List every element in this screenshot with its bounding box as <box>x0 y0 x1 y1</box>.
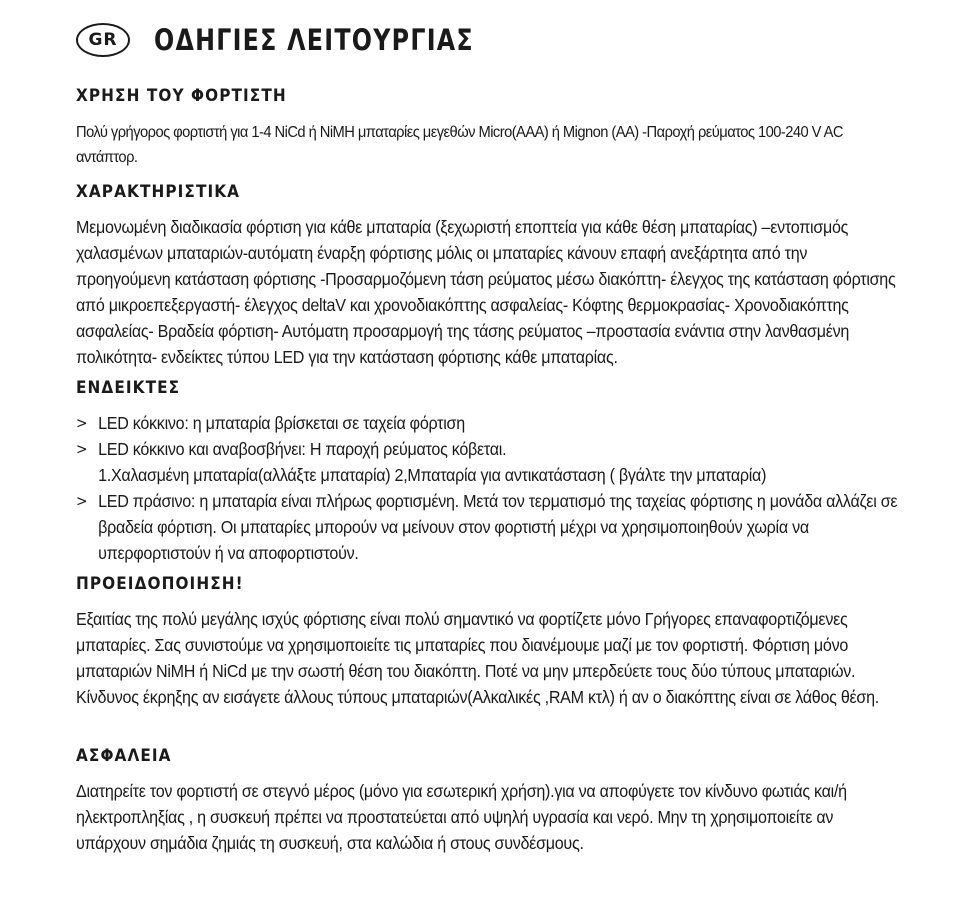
list-item <box>76 436 904 462</box>
section-usage <box>76 86 844 166</box>
section-features <box>76 182 896 367</box>
bullet-marker: > <box>76 414 88 432</box>
section-heading: ΠΡΟΕΙΔΟΠΟΙΗΣΗ! <box>76 574 244 594</box>
list-sub-item: 1.Χαλασμένη μπαταρία(αλλάξτε μπαταρία) 2,Μπαταρία για αντικατάσταση ( βγάλτε την μπαταρία) <box>98 465 767 485</box>
list-item <box>76 410 904 436</box>
section-text: Διατηρείτε τον φορτιστή σε στεγνό μέρος (μόνο για εσωτερική χρήση).για να αποφύγετε τον κίνδυνο φωτιάς και/ή ηλεκτροπληξίας , η συσκευή πρέπει να προστατεύεται από υψηλή υγρασία και νερό. Μην τη χρησιμοποιείτε αν υπάρχουν σημάδια ζημιάς τη συσκευή, στα καλώδια ή στους συνδέσμους. <box>76 781 847 853</box>
language-badge: GR <box>76 23 130 57</box>
section-heading: ΑΣΦΑΛΕΙΑ <box>76 746 172 766</box>
section-text: Μεμονωμένη διαδικασία φόρτιση για κάθε μπαταρία (ξεχωριστή εποπτεία για κάθε θέση μπαταρίας) –εντοπισμός χαλασμένων μπαταριών-αυτόματη έναρξη φόρτισης μόλις οι μπαταρίες κάνουν επαφή ανεξάρτητα από την προηγούμενη κατάσταση φόρτισης -Προσαρμοζόμενη τάση ρεύματος μέσω διακόπτη- έλεγχος της κατάσταση φόρτισης από μικροεπεξεργαστή- έλεγχος deltaV και χρονοδιακόπτης ασφαλείας- Κόφτης θερμοκρασίας- Χρονοδιακόπτης ασφαλείας- Βραδεία φόρτιση- Αυτόματη προσαρμογή της τάσης ρεύματος –προστασία ενάντια στην λανθασμένη πολικότητα- ενδείκτες τύπου LED για την κατάσταση φόρτισης κάθε μπαταρίας. <box>76 217 896 367</box>
list-item-text: LED κόκκινο: η μπαταρία βρίσκεται σε ταχεία φόρτιση <box>98 413 465 433</box>
section-text: Πολύ γρήγορος φορτιστή για 1-4 NiCd ή NiMH μπαταρίες μεγεθών Micro(AAA) ή Mignon (AA) -Παροχή ρεύματος 100-240 V AC αντάπτορ. <box>76 124 844 166</box>
bullet-marker: > <box>76 440 88 458</box>
section-warning <box>76 574 879 707</box>
document-page <box>76 18 898 853</box>
section-heading: ΧΡΗΣΗ ΤΟΥ ΦΟΡΤΙΣΤΗ <box>76 86 287 106</box>
list-item <box>76 488 904 566</box>
list-item-text: LED πράσινο: η μπαταρία είναι πλήρως φορτισμένη. Μετά τον τερματισμό της ταχείας φόρτισης η μονάδα αλλάζει σε βραδεία φόρτιση. Οι μπαταρίες μπορούν να μείνουν στον φορτιστή μέχρι να χρησιμοποιηθούν χωρία να υπερφορτιστούν ή να αποφορτιστούν. <box>98 491 898 563</box>
bullet-marker: > <box>76 492 88 510</box>
list-item-text: LED κόκκινο και αναβοσβήνει: Η παροχή ρεύματος κόβεται. <box>98 439 507 459</box>
indicator-list <box>76 410 904 566</box>
section-safety <box>76 746 847 853</box>
section-indicators <box>76 378 898 563</box>
section-heading: ΕΝΔΕΙΚΤΕΣ <box>76 378 181 398</box>
section-text: Εξαιτίας της πολύ μεγάλης ισχύς φόρτισης είναι πολύ σημαντικό να φορτίζετε μόνο Γρήγορες επαναφορτιζόμενες μπαταρίες. Σας συνιστούμε να χρησιμοποιείτε τις μπαταρίες που διανέμουμε μαζί με τον φορτιστή. Φόρτιση μόνο μπαταριών NiMH ή NiCd με την σωστή θέση του διακόπτη. Ποτέ να μην μπερδεύετε τους δύο τύπους μπαταριών. Κίνδυνος έκρηξης αν εισάγετε άλλους τύπους μπαταριών(Αλκαλικές ,RAM κτλ) ή αν ο διακόπτης είναι σε λάθος θέση. <box>76 609 879 707</box>
section-heading: ΧΑΡΑΚΤΗΡΙΣΤΙΚΑ <box>76 182 241 202</box>
document-header <box>76 18 896 62</box>
page-title: ΟΔΗΓΙΕΣ ΛΕΙΤΟΥΡΓΙΑΣ <box>154 23 474 57</box>
